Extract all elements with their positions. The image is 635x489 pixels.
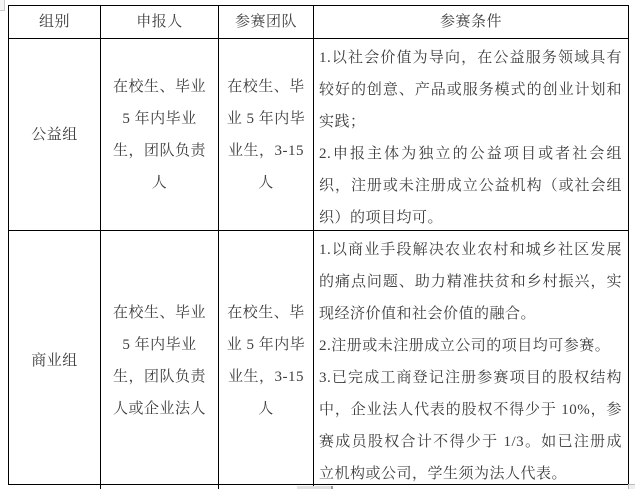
- group-cell-public-welfare: 公益组: [9, 39, 101, 231]
- conditions-cell-public-welfare: [314, 39, 628, 231]
- group-cell-commercial: 商业组: [9, 231, 101, 489]
- screenshot-corner-artifact: [0, 0, 5, 11]
- condition-item: 2.注册或未注册成立公司的项目均可参赛。: [319, 338, 611, 354]
- applicant-cell-public-welfare: 在校生、毕业 5 年内毕业生，团队负责人: [101, 39, 219, 231]
- column-header-team: 参赛团队: [219, 6, 314, 39]
- condition-item: 1.以商业手段解决农业农村和城乡社区发展的痛点问题、助力精准扶贫和乡村振兴，实现经济价值和社会价值的融合。: [319, 242, 622, 322]
- condition-item: 3.已完成工商登记注册参赛项目的股权结构中，企业法人代表的股权不得少于 10%，参赛成员股权合计不得少于 1/3。如已注册成立机构或公司，学生须为法人代表。: [319, 370, 622, 482]
- team-cell-commercial: 在校生、毕业 5 年内毕业生，3-15 人: [219, 231, 314, 489]
- condition-item: 1.以社会价值为导向，在公益服务领域具有较好的创意、产品或服务模式的创业计划和实践；: [319, 50, 622, 130]
- conditions-cell-commercial: [314, 231, 628, 489]
- column-header-group: 组别: [9, 6, 101, 39]
- column-header-conditions: 参赛条件: [314, 6, 628, 39]
- column-header-applicant: 申报人: [101, 6, 219, 39]
- condition-item: 2.申报主体为独立的公益项目或者社会组织，注册或未注册成立公益机构（或社会组织）的项目均可。: [319, 146, 622, 226]
- applicant-cell-commercial: 在校生、毕业 5 年内毕业生，团队负责人或企业法人: [101, 231, 219, 489]
- team-cell-public-welfare: 在校生、毕业 5 年内毕业生，3-15 人: [219, 39, 314, 231]
- competition-groups-table: [8, 5, 629, 485]
- screenshot-corner-artifact: [628, 484, 635, 489]
